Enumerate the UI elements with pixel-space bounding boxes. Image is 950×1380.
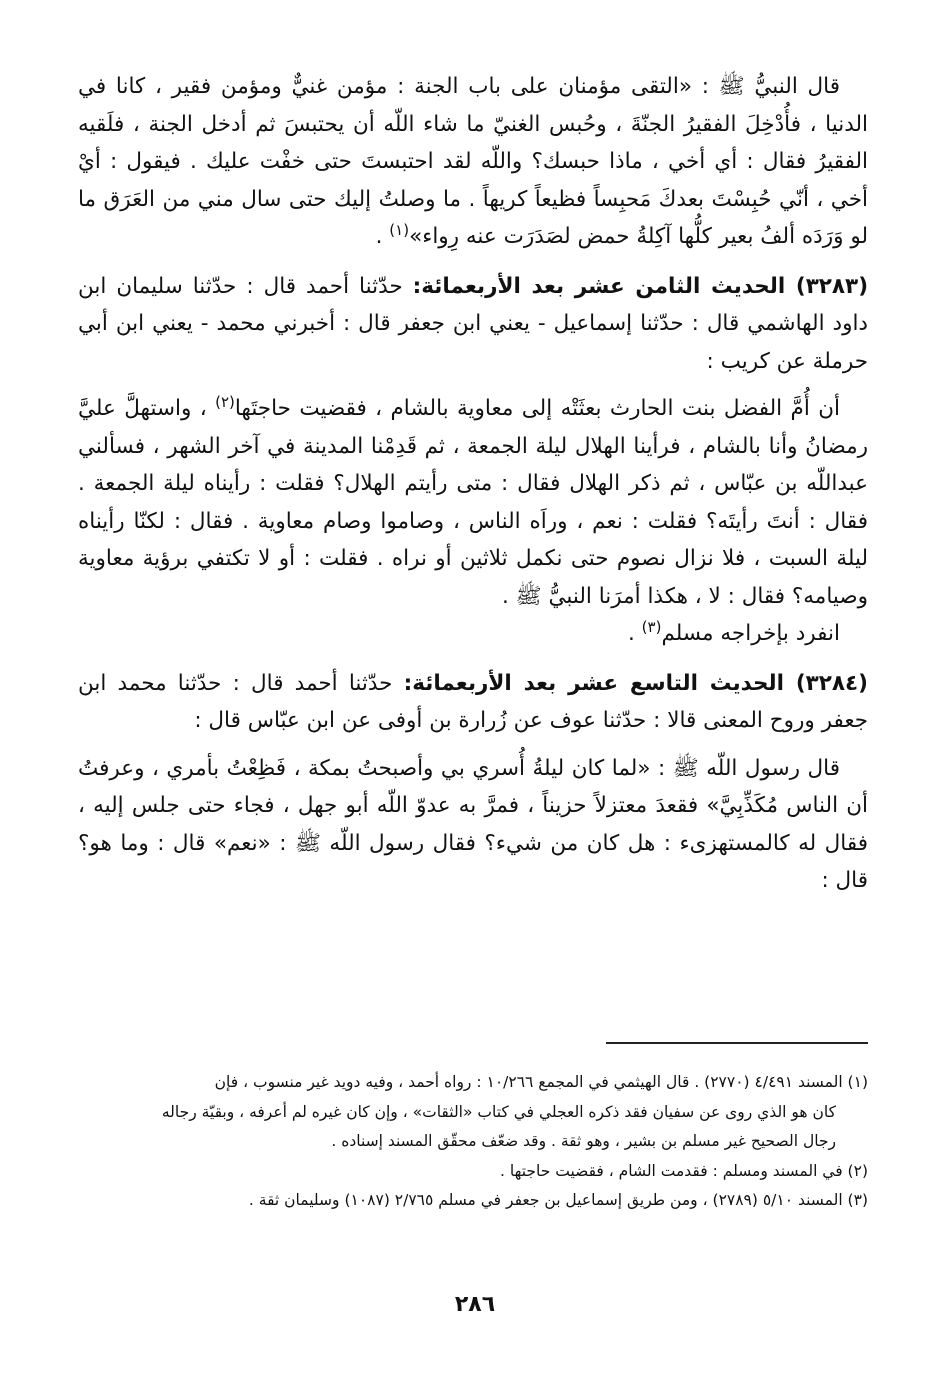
paragraph-takhrij — [78, 615, 868, 653]
footnotes — [78, 1068, 868, 1216]
paragraph-text: . — [628, 621, 642, 646]
footnote-1-continued: كان هو الذي روى عن سفيان فقد ذكره العجلي في كتاب «الثقات» ، وإن كان غيره لم أعرفه ، وبقيّة رجاله — [161, 1102, 836, 1121]
footnote-3: (٣) المسند ٥/١٠ (٢٧٨٩) ، ومن طريق إسماعيل بن جعفر في مسلم ٢/٧٦٥ (١٠٨٧) وسليمان ثقة . — [248, 1191, 868, 1209]
footnote-1: (١) المسند ٤/٤٩١ (٢٧٧٠) . قال الهيثمي في المجمع ١٠/٢٦٦ : رواه أحمد ، وفيه دويد غير منسوب ، فإن — [214, 1073, 868, 1091]
footnote-ref-2: (٢) — [215, 392, 235, 411]
paragraph-hadith-3282-end — [78, 68, 868, 256]
footnote-separator — [606, 1042, 868, 1044]
paragraph-text: أن أُمَّ الفضل بنت الحارث بعثَتْه إلى معاوية بالشام ، فقضيت حاجتَها — [234, 396, 841, 421]
footnote-ref-1: (١) — [389, 220, 410, 239]
paragraph-text: . — [375, 224, 390, 249]
hadith-3284-heading — [78, 665, 868, 740]
footnote-1-continued: رجال الصحيح غير مسلم بن بشير ، وهو ثقة . وقد ضعّف محقّق المسند إسناده . — [331, 1132, 836, 1150]
main-text — [78, 68, 868, 900]
paragraph-text: قال النبيُّ ﷺ : «التقى مؤمنان على باب الجنة : مؤمن غنيٌّ ومؤمن فقير ، كانا في الدنيا ، فأُدْخِلَ الفقيرُ الجنّةَ ، وحُبس الغنيّ ما شاء اللّه أن يحتبسَ ثم أدخل الجنة ، فلَقيه الفقيرُ فقال : أي أخي ، ماذا حبسك؟ واللّه لقد احتبستَ حتى خفْت عليك . فيقول : أيْ أخي ، أنّي حُبِسْتَ بعدكَ مَحبِساً فظيعاً كريهاً . ما وصلتُ إليك حتى سال مني من العَرَق ما لو وَرَدَه ألفُ بعير كلُّها آكِلةُ حمض لصَدَرَت عنه رِواء» — [78, 74, 868, 249]
page-number: ٢٨٦ — [454, 1292, 496, 1317]
hadith-3283-title: (٣٢٨٣) الحديث الثامن عشر بعد الأربعمائة: — [412, 273, 869, 299]
paragraph-hadith-3283-text — [78, 390, 868, 615]
hadith-3284-isnad: حدّثنا أحمد قال : حدّثنا محمد ابن جعفر وروح المعنى قالا : حدّثنا عوف عن زُرارة بن أوفى عن ابن عبّاس قال : — [78, 670, 868, 733]
paragraph-text: انفرد بإخراجه مسلم — [661, 621, 840, 646]
hadith-3283-heading — [78, 268, 868, 381]
paragraph-hadith-3284-text: قال رسول اللّه ﷺ : «لما كان ليلةُ أُسري بي وأصبحتُ بمكة ، فَظِعْتُ بأمري ، وعرفتُ أن الناس مُكَذِّبِيَّ» فقعدَ معتزلاً حزيناً ، فمرَّ به عدوّ اللّه أبو جهل ، فجاء حتى جلس إليه ، فقال له كالمستهزىء : هل كان من شيء؟ فقال رسول اللّه ﷺ : «نعم» قال : وما هو؟ قال : — [78, 755, 868, 893]
hadith-3283-isnad: حدّثنا أحمد قال : حدّثنا سليمان ابن داود الهاشمي قال : حدّثنا إسماعيل - يعني ابن جعفر قال : أخبرني محمد - يعني ابن أبي حرملة عن كريب : — [78, 273, 868, 374]
footnote-ref-3: (٣) — [641, 617, 662, 636]
paragraph-text: ، واستهلَّ عليَّ رمضانُ وأنا بالشام ، فرأينا الهلال ليلة الجمعة ، ثم قَدِمْنا المدينة في آخر الشهر ، فسألني عبداللّه بن عبّاس ، ثم ذكر الهلال فقال : متى رأيتم الهلال؟ فقلت : رأيناه ليلة الجمعة . فقال : أنتَ رأيتَه؟ فقلت : نعم ، وراَه الناس ، وصاموا وصام معاوية . فقال : لكنّا رأيناه ليلة السبت ، فلا نزال نصوم حتى نكمل ثلاثين أو نراه . فقلت : أو لا تكتفي برؤية معاوية وصيامه؟ فقال : لا ، هكذا أمرَنا النبيُّ ﷺ . — [78, 396, 868, 609]
footnote-2: (٢) في المسند ومسلم : فقدمت الشام ، فقضيت حاجتها . — [500, 1161, 868, 1180]
hadith-3284-title: (٣٢٨٤) الحديث التاسع عشر بعد الأربعمائة: — [403, 670, 868, 696]
